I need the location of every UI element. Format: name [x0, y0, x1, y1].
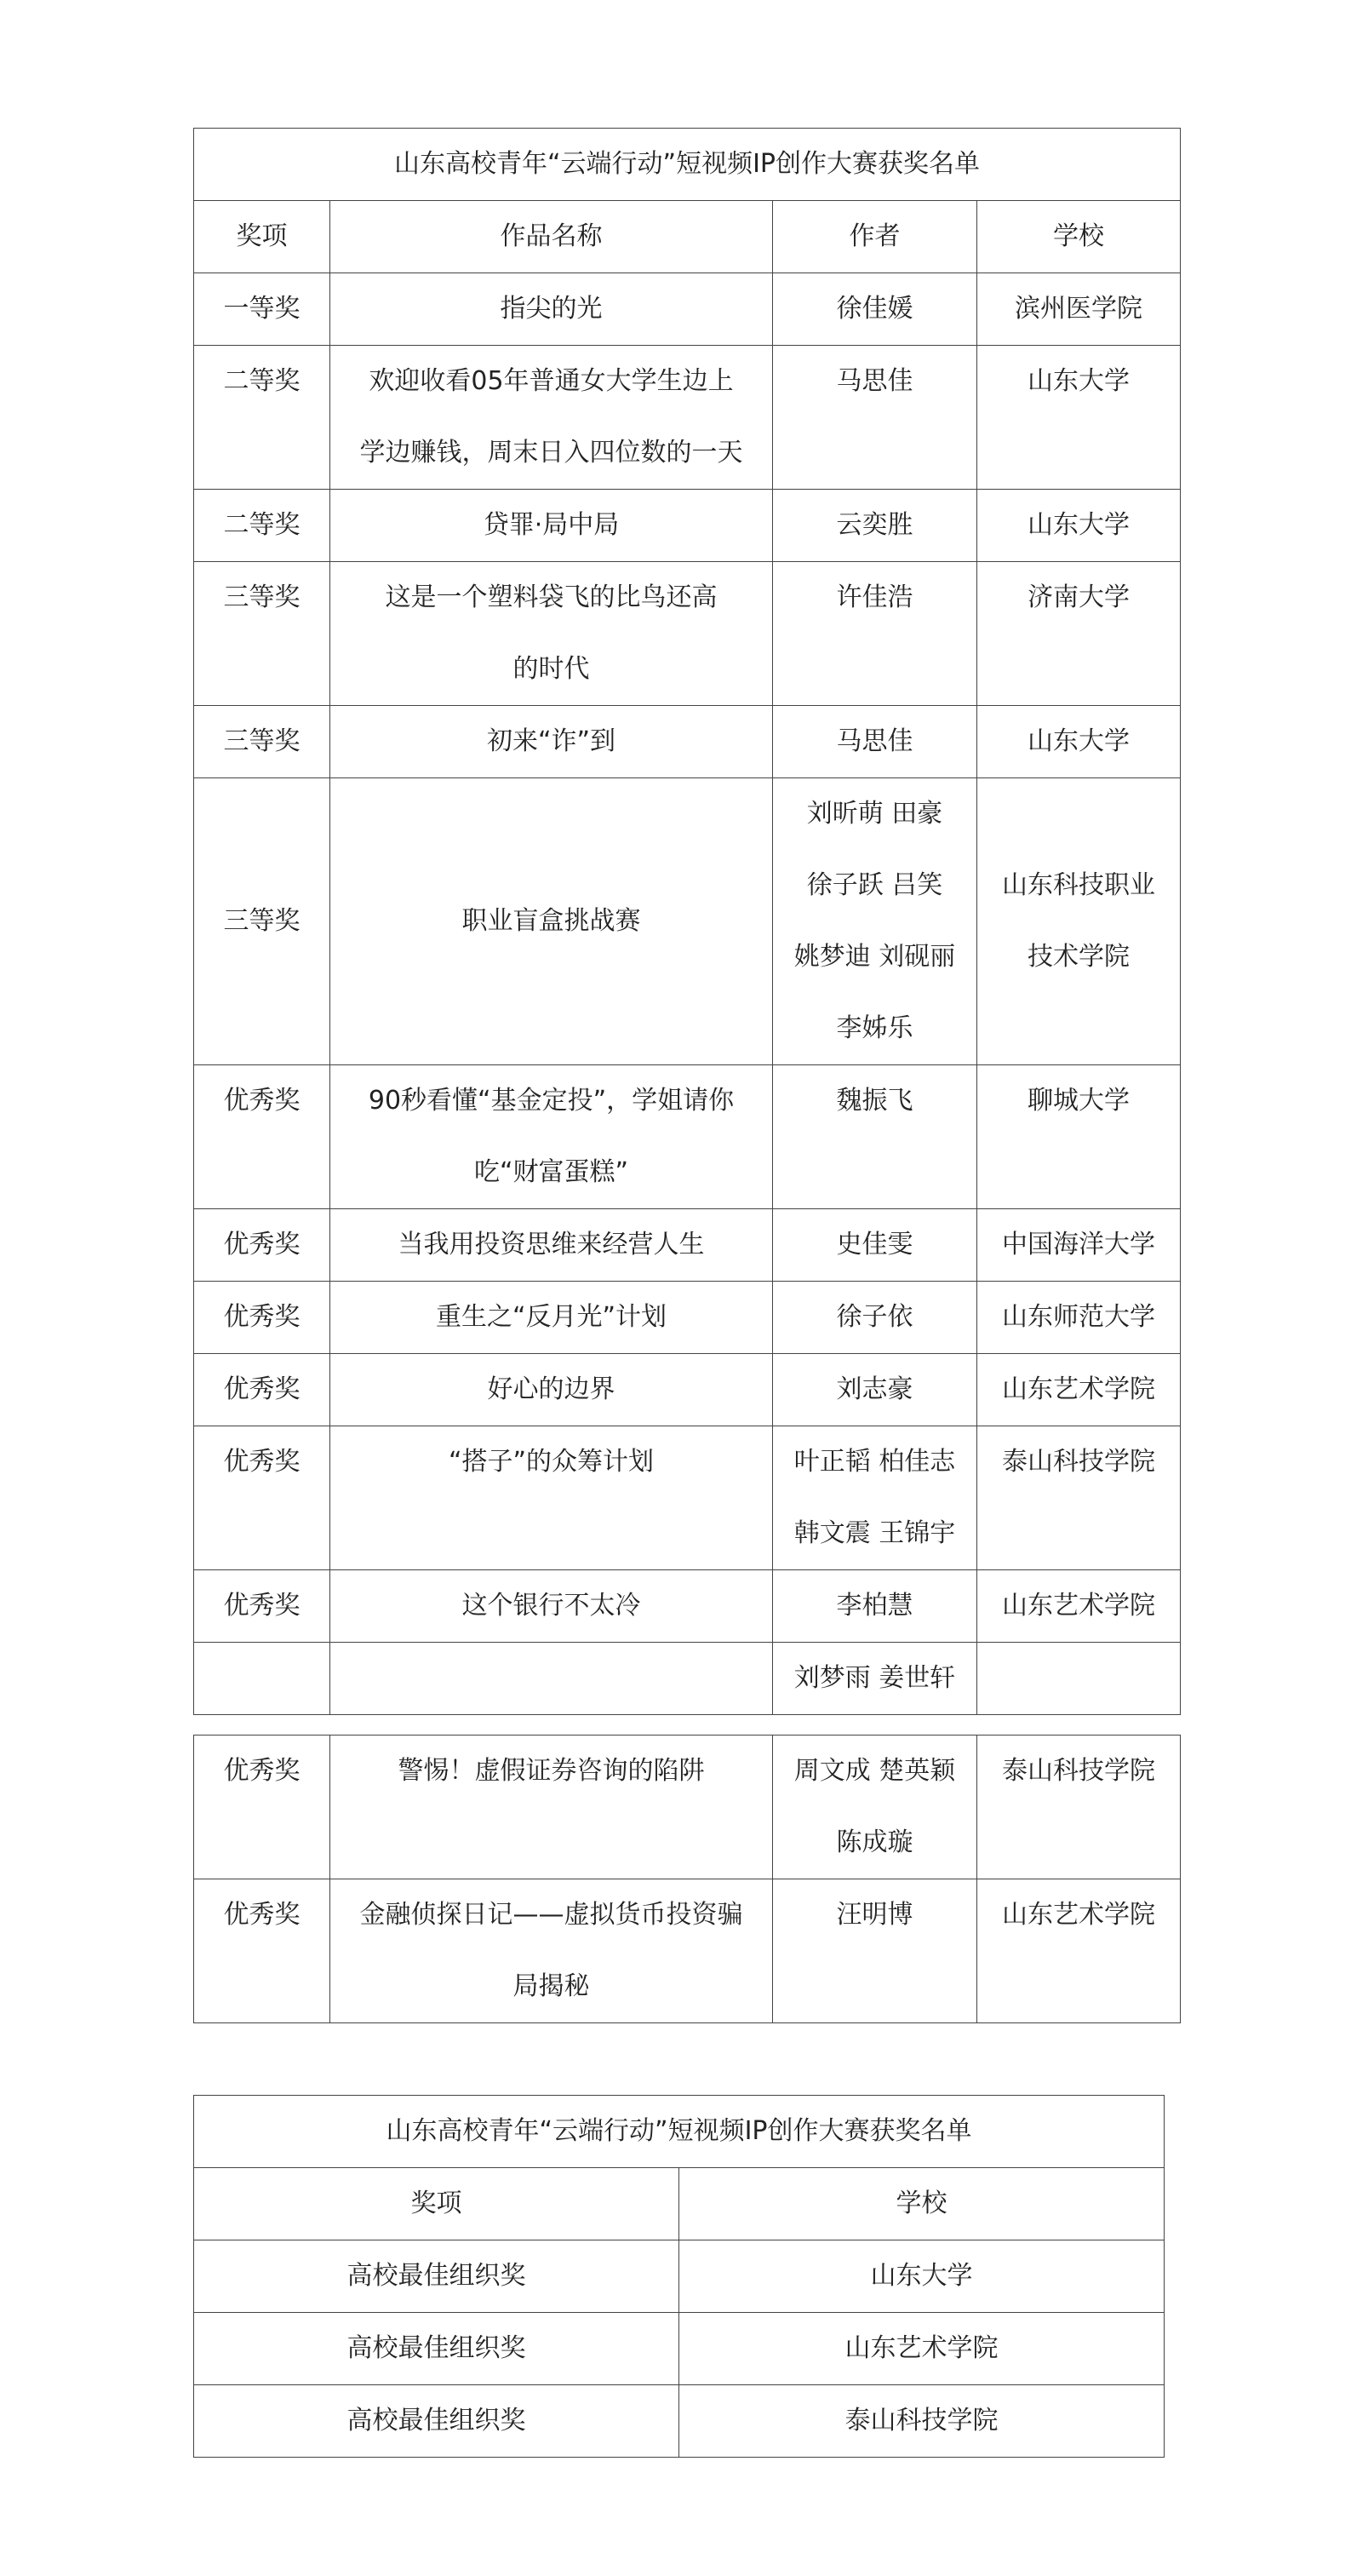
school-cell-line: 聊城大学 — [1028, 1086, 1131, 1116]
table-row — [194, 2385, 1165, 2458]
award-cell: 高校最佳组织奖 — [194, 2313, 679, 2385]
author-cell-line: 姚梦迪 刘砚丽 — [793, 942, 956, 972]
work-title-cell — [330, 346, 773, 490]
author-cell — [773, 1209, 977, 1282]
school-cell-line: 山东科技职业 — [1002, 870, 1156, 900]
award-cell: 三等奖 — [194, 706, 330, 778]
author-cell-line: 陈成璇 — [836, 1827, 913, 1857]
school-cell — [977, 778, 1181, 1065]
work-title-cell — [330, 1643, 773, 1715]
award-cell: 优秀奖 — [194, 1065, 330, 1209]
table-header-row — [194, 201, 1181, 273]
school-cell: 山东大学 — [679, 2240, 1165, 2313]
school-cell-line: 山东大学 — [1028, 366, 1131, 396]
organization-award-table — [193, 2095, 1165, 2458]
header-author: 作者 — [773, 201, 977, 273]
work-title-cell — [330, 1736, 773, 1879]
work-title-cell — [330, 1354, 773, 1426]
work-title-cell-line: 当我用投资思维来经营人生 — [398, 1230, 705, 1259]
author-cell-line: 刘志豪 — [836, 1374, 913, 1404]
school-cell: 泰山科技学院 — [679, 2385, 1165, 2458]
school-cell — [977, 1879, 1181, 2023]
work-title-cell-line: 好心的边界 — [487, 1374, 615, 1404]
school-cell — [977, 1426, 1181, 1570]
author-cell — [773, 1736, 977, 1879]
author-cell-line: 魏振飞 — [836, 1086, 913, 1116]
work-title-cell-line: 的时代 — [512, 654, 590, 684]
header-award: 奖项 — [194, 201, 330, 273]
header-school: 学校 — [977, 201, 1181, 273]
author-cell-line: 刘梦雨 姜世轩 — [793, 1663, 956, 1693]
school-cell — [977, 490, 1181, 562]
award-cell: 一等奖 — [194, 273, 330, 346]
table-row — [194, 2240, 1165, 2313]
table-row — [194, 1643, 1181, 1715]
award-table-continued — [193, 1735, 1181, 2023]
award-cell: 二等奖 — [194, 346, 330, 490]
work-title-cell-line: 贷罪·局中局 — [483, 510, 620, 540]
work-title-cell-line: 90秒看懂“基金定投”，学姐请你 — [368, 1086, 735, 1116]
table-row — [194, 1354, 1181, 1426]
author-cell-line: 刘昕萌 田豪 — [806, 799, 943, 829]
school-cell — [977, 1643, 1181, 1715]
award-cell: 二等奖 — [194, 490, 330, 562]
award-cell: 优秀奖 — [194, 1354, 330, 1426]
award-cell: 优秀奖 — [194, 1426, 330, 1570]
author-cell — [773, 1643, 977, 1715]
table-row — [194, 1736, 1181, 1879]
author-cell-line: 周文成 楚英颖 — [793, 1756, 956, 1786]
author-cell-line: 徐子跃 吕笑 — [806, 870, 943, 900]
author-cell-line: 徐佳媛 — [836, 294, 913, 324]
work-title-cell — [330, 1570, 773, 1643]
work-title-cell — [330, 1282, 773, 1354]
school-cell-line: 山东艺术学院 — [1002, 1591, 1156, 1621]
work-title-cell — [330, 273, 773, 346]
author-cell — [773, 1282, 977, 1354]
school-cell-line: 山东艺术学院 — [1002, 1374, 1156, 1404]
author-cell — [773, 490, 977, 562]
work-title-cell-line: 重生之“反月光”计划 — [435, 1302, 667, 1332]
author-cell — [773, 562, 977, 706]
table-row — [194, 273, 1181, 346]
award-cell: 三等奖 — [194, 562, 330, 706]
work-title-cell-line: 欢迎收看05年普通女大学生边上 — [369, 366, 734, 396]
table-row — [194, 1426, 1181, 1570]
author-cell — [773, 1570, 977, 1643]
table-row — [194, 1570, 1181, 1643]
author-cell-line: 李姊乐 — [836, 1013, 913, 1043]
author-cell-line: 云奕胜 — [836, 510, 913, 540]
work-title-cell-line: 学边赚钱，周末日入四位数的一天 — [359, 438, 743, 468]
school-cell-line: 中国海洋大学 — [1002, 1230, 1156, 1259]
school-cell — [977, 1736, 1181, 1879]
table-row — [194, 1209, 1181, 1282]
work-title-cell — [330, 1209, 773, 1282]
award-cell: 优秀奖 — [194, 1282, 330, 1354]
table-row — [194, 562, 1181, 706]
work-title-cell — [330, 1879, 773, 2023]
author-cell-line: 叶正韬 柏佳志 — [793, 1447, 956, 1477]
school-cell-line: 山东大学 — [1028, 726, 1131, 756]
school-cell-line: 泰山科技学院 — [1002, 1756, 1155, 1786]
school-cell — [977, 1282, 1181, 1354]
school-cell-line: 山东艺术学院 — [1002, 1900, 1155, 1930]
school-cell-line: 山东大学 — [1028, 510, 1131, 540]
work-title-cell-line: 这是一个塑料袋飞的比鸟还高 — [385, 582, 718, 612]
author-cell-line: 汪明博 — [836, 1900, 913, 1930]
work-title-cell-line: 警惕！虚假证券咨询的陷阱 — [398, 1756, 705, 1786]
work-title-cell-line: 金融侦探日记——虚拟货币投资骗 — [359, 1900, 743, 1930]
author-cell-line: 马思佳 — [836, 726, 913, 756]
school-cell — [977, 346, 1181, 490]
author-cell — [773, 706, 977, 778]
work-title-cell-line: 局揭秘 — [512, 1971, 590, 2001]
school-cell — [977, 273, 1181, 346]
table-header-row — [194, 2168, 1165, 2240]
table-title: 山东高校青年“云端行动”短视频IP创作大赛获奖名单 — [194, 2096, 1165, 2168]
work-title-cell-line: 吃“财富蛋糕” — [473, 1157, 629, 1187]
author-cell — [773, 273, 977, 346]
award-cell: 优秀奖 — [194, 1879, 330, 2023]
work-title-cell — [330, 490, 773, 562]
header-work: 作品名称 — [330, 201, 773, 273]
table-row — [194, 778, 1181, 1065]
work-title-cell — [330, 562, 773, 706]
work-title-cell-line: 指尖的光 — [500, 294, 603, 324]
table-title-row — [194, 2096, 1165, 2168]
award-cell: 优秀奖 — [194, 1736, 330, 1879]
award-cell: 高校最佳组织奖 — [194, 2240, 679, 2313]
table-row — [194, 2313, 1165, 2385]
author-cell-line: 史佳雯 — [836, 1230, 913, 1259]
school-cell-line — [977, 1643, 1180, 1714]
school-cell — [977, 1354, 1181, 1426]
author-cell — [773, 1879, 977, 2023]
award-cell: 优秀奖 — [194, 1209, 330, 1282]
award-cell: 高校最佳组织奖 — [194, 2385, 679, 2458]
author-cell-line: 许佳浩 — [836, 582, 913, 612]
table-row — [194, 1879, 1181, 2023]
award-cell: 优秀奖 — [194, 1570, 330, 1643]
work-title-cell — [330, 778, 773, 1065]
table-title-row — [194, 129, 1181, 201]
school-cell-line: 技术学院 — [1028, 942, 1131, 972]
work-title-cell — [330, 1426, 773, 1570]
award-cell: 三等奖 — [194, 778, 330, 1065]
work-title-cell-line: 职业盲盒挑战赛 — [461, 906, 641, 936]
table-row — [194, 346, 1181, 490]
work-title-cell — [330, 706, 773, 778]
work-title-cell-line — [330, 1643, 772, 1714]
school-cell-line: 滨州医学院 — [1015, 294, 1143, 324]
table-row — [194, 1065, 1181, 1209]
table-row — [194, 1282, 1181, 1354]
award-cell — [194, 1643, 330, 1715]
author-cell-line: 韩文震 王锦宇 — [793, 1518, 956, 1548]
work-title-cell — [330, 1065, 773, 1209]
table-row — [194, 706, 1181, 778]
work-title-cell-line: 初来“诈”到 — [486, 726, 616, 756]
school-cell-line: 泰山科技学院 — [1002, 1447, 1156, 1477]
school-cell-line: 山东师范大学 — [1002, 1302, 1156, 1332]
author-cell — [773, 778, 977, 1065]
author-cell-line: 李柏慧 — [836, 1591, 913, 1621]
work-title-cell-line: “搭子”的众筹计划 — [448, 1447, 655, 1477]
author-cell — [773, 346, 977, 490]
author-cell-line: 徐子依 — [836, 1302, 913, 1332]
school-cell — [977, 1570, 1181, 1643]
school-cell — [977, 562, 1181, 706]
table-title: 山东高校青年“云端行动”短视频IP创作大赛获奖名单 — [194, 129, 1181, 201]
school-cell — [977, 706, 1181, 778]
author-cell-line: 马思佳 — [836, 366, 913, 396]
author-cell — [773, 1065, 977, 1209]
school-cell — [977, 1065, 1181, 1209]
school-cell-line: 济南大学 — [1028, 582, 1131, 612]
award-table-main — [193, 128, 1181, 1715]
work-title-cell-line: 这个银行不太冷 — [461, 1591, 641, 1621]
author-cell — [773, 1354, 977, 1426]
school-cell: 山东艺术学院 — [679, 2313, 1165, 2385]
header-award: 奖项 — [194, 2168, 679, 2240]
header-school: 学校 — [679, 2168, 1165, 2240]
school-cell — [977, 1209, 1181, 1282]
table-row — [194, 490, 1181, 562]
author-cell — [773, 1426, 977, 1570]
